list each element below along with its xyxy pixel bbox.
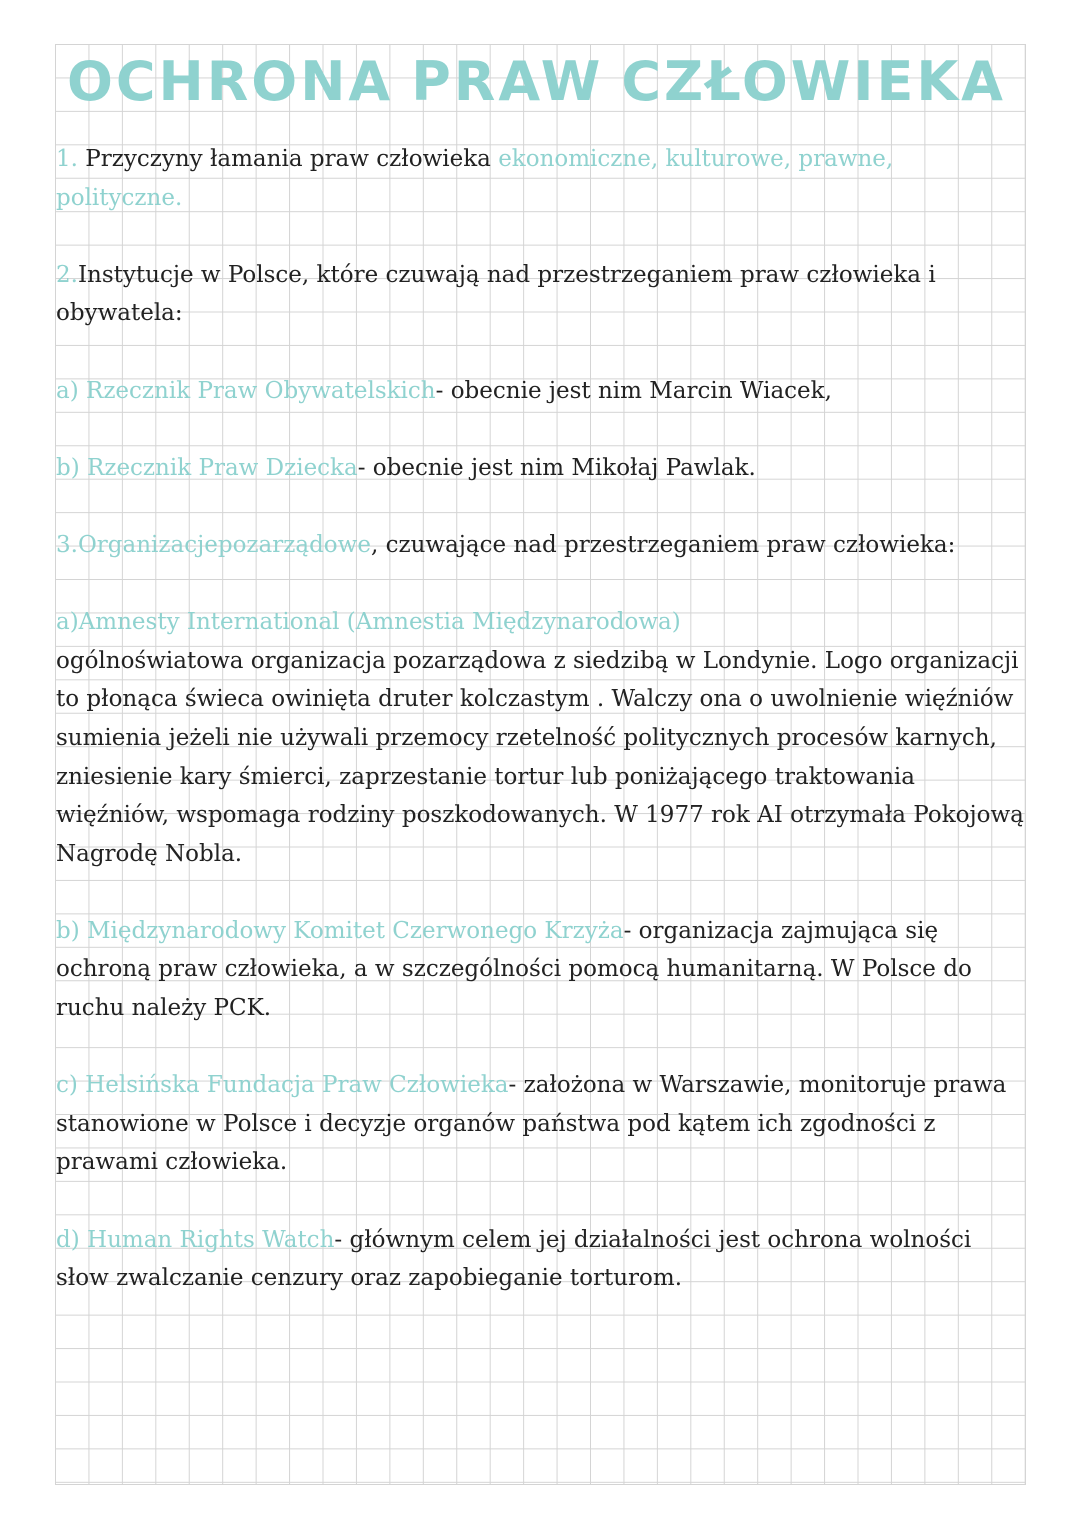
section-2b-heading: b) Rzecznik Praw Dziecka bbox=[56, 454, 358, 481]
section-2a bbox=[56, 372, 1026, 411]
section-2a-text: - obecnie jest nim Marcin Wiacek, bbox=[435, 377, 832, 404]
title-word-2: PRAW bbox=[411, 49, 604, 113]
section-1 bbox=[56, 140, 1026, 217]
section-1-highlight: ekonomiczne, kulturowe, prawne, polityczne. bbox=[56, 146, 894, 211]
section-3b bbox=[56, 912, 1026, 1028]
section-3 bbox=[56, 526, 1026, 565]
section-3b-heading: b) Międzynarodowy Komitet Czerwonego Krzyża bbox=[56, 917, 624, 944]
section-1-text: Przyczyny łamania praw człowieka bbox=[77, 146, 499, 172]
page-title bbox=[55, 46, 1020, 116]
section-3c-heading: c) Helsińska Fundacja Praw Człowieka bbox=[56, 1072, 509, 1099]
section-1-number: 1. bbox=[56, 146, 78, 172]
section-2-text: Instytucje w Polsce, które czuwają nad przestrzeganiem praw człowieka i obywatela: bbox=[56, 261, 936, 327]
section-3d-heading: d) Human Rights Watch bbox=[56, 1226, 335, 1253]
section-3a-text: ogólnoświatowa organizacja pozarządowa z siedzibą w Londynie. Logo organizacji to płonąca świeca owinięta druter kolczastym . Walczy ona o uwolnienie więźniów sumienia jeżeli nie używali przemocy rzetelność politycznych procesów karnych, zniesienie kary śmierci, zaprzestanie tortur lub poniżającego traktowania więźniów, wspomaga rodziny poszkodowanych. W 1977 rok AI otrzymała Pokojową Nagrodę Nobla. bbox=[56, 647, 1024, 867]
section-3-heading: 3.Organizacjepozarządowe bbox=[56, 531, 371, 558]
section-3b-text: - organizacja zajmująca się ochroną praw człowieka, a w szczególności pomocą humanitarną. W Polsce do ruchu należy PCK. bbox=[56, 917, 972, 1022]
section-3a-heading: a)Amnesty International (Amnestia Międzynarodowa) bbox=[56, 609, 681, 636]
section-2 bbox=[56, 256, 1026, 333]
notes-content bbox=[56, 140, 1026, 1336]
section-3c bbox=[56, 1066, 1026, 1182]
section-3c-text: - założona w Warszawie, monitoruje prawa stanowione w Polsce i decyzje organów państwa pod kątem ich zgodności z prawami człowieka. bbox=[56, 1072, 1007, 1176]
section-2a-heading: a) Rzecznik Praw Obywatelskich bbox=[56, 377, 436, 404]
section-2-number: 2. bbox=[56, 261, 78, 288]
title-word-3: CZŁOWIEKA bbox=[621, 49, 1006, 113]
section-3-text: , czuwające nad przestrzeganiem praw człowieka: bbox=[370, 531, 956, 558]
title-word-1: OCHRONA bbox=[67, 49, 394, 113]
section-2b bbox=[56, 449, 1026, 488]
section-3d-text: - głównym celem jej działalności jest ochrona wolności słow zwalczanie cenzury oraz zapobieganie torturom. bbox=[56, 1226, 972, 1292]
section-3d bbox=[56, 1221, 1026, 1298]
section-2b-text: - obecnie jest nim Mikołaj Pawlak. bbox=[357, 454, 756, 481]
